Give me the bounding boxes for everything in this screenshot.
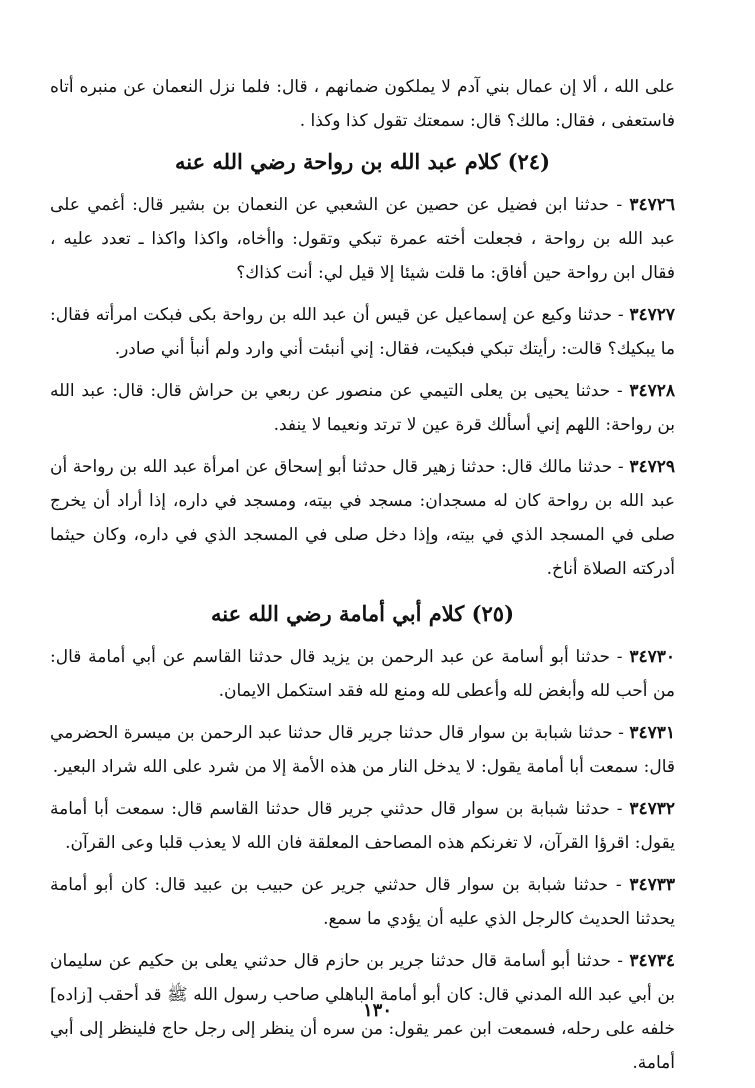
hadith-number: ٣٤٧٣٤ xyxy=(629,951,675,971)
hadith-text: - حدثنا أبو أسامة عن عبد الرحمن بن يزيد قال حدثنا القاسم عن أبي أمامة قال: من أحب لله وأبغض لله وأعطى لله ومنع لله فقد استكمل الايمان. xyxy=(50,647,675,701)
opening-paragraph: على الله ، ألا إن عمال بني آدم لا يملكون ضمانهم ، قال: فلما نزل النعمان عن منبره أتاه فاستعفى ، فقال: مالك؟ قال: سمعتك تقول كذا وكذا . xyxy=(50,77,675,131)
hadith-34726 xyxy=(50,188,675,290)
hadith-text: - حدثنا أبو أسامة قال حدثنا جرير بن حازم قال حدثني يعلى بن حكيم عن سليمان بن أبي عبد الله المدني قال: كان أبو أمامة الباهلي صاحب رسول الله ﷺ قد أحقب [زاده] خلفه على رحله، فسمعت ابن عمر يقول: من سره أن ينظر إلى رجل حاج فلينظر إلى أبي أمامة. xyxy=(50,951,675,1073)
hadith-text: - حدثنا ابن فضيل عن حصين عن الشعبي عن النعمان بن بشير قال: أغمي على عبد الله بن رواحة ، فجعلت أخته عمرة تبكي وتقول: واأخاه، واكذا واكذا ـ تعدد عليه ، فقال ابن رواحة حين أفاق: ما قلت شيئا إلا قيل لي: أنت كذاك؟ xyxy=(50,195,675,283)
hadith-text: - حدثنا شبابة بن سوار قال حدثني جرير قال حدثنا القاسم قال: سمعت أبا أمامة يقول: اقرؤا القرآن، لا تغرنكم هذه المصاحف المعلقة فان الله لا يعذب قلبا وعى القرآن. xyxy=(50,799,675,853)
hadith-number: ٣٤٧٣١ xyxy=(629,723,675,743)
hadith-34730 xyxy=(50,640,675,708)
hadith-text: - حدثنا وكيع عن إسماعيل عن قيس أن عبد الله بن رواحة بكى فبكت امرأته فقال: ما يبكيك؟ قالت: رأيتك تبكي فبكيت، فقال: إني أنبئت أني وارد ولم أنبأ أني صادر. xyxy=(50,305,675,359)
hadith-34733 xyxy=(50,868,675,936)
hadith-text: - حدثنا شبابة بن سوار قال حدثنا جرير قال حدثنا عبد الرحمن بن ميسرة الحضرمي قال: سمعت أبا أمامة يقول: لا يدخل النار من هذه الأمة إلا من شرد على الله شراد البعير. xyxy=(50,723,675,777)
hadith-number: ٣٤٧٢٧ xyxy=(629,305,676,325)
hadith-34728 xyxy=(50,374,675,442)
hadith-text: - حدثنا مالك قال: حدثنا زهير قال حدثنا أبو إسحاق عن امرأة عبد الله بن رواحة أن عبد الله بن رواحة كان له مسجدان: مسجد في بيته، ومسجد في داره، إذا أراد أن يخرج صلى في المسجد الذي في بيته، وإذا دخل صلى في المسجد الذي في داره، وكان حيثما أدركته الصلاة أناخ. xyxy=(50,457,675,579)
hadith-number: ٣٤٧٢٦ xyxy=(629,195,675,215)
hadith-number: ٣٤٧٣٣ xyxy=(629,875,675,895)
hadith-number: ٣٤٧٢٩ xyxy=(629,457,676,477)
section-heading-24: (٢٤) كلام عبد الله بن رواحة رضي الله عنه xyxy=(174,149,551,174)
page-body xyxy=(50,70,675,1088)
hadith-34731 xyxy=(50,716,675,784)
page-number: ١٣٠ xyxy=(362,1000,392,1021)
hadith-text: - حدثنا شبابة بن سوار قال حدثني جرير عن حبيب بن عبيد قال: كان أبو أمامة يحدثنا الحديث كالرجل الذي عليه أن يؤدي ما سمع. xyxy=(50,875,675,929)
hadith-34732 xyxy=(50,792,675,860)
hadith-text: - حدثنا يحيى بن يعلى التيمي عن منصور عن ربعي بن حراش قال: قال: عبد الله بن رواحة: اللهم إني أسألك قرة عين لا ترتد ونعيما لا ينفد. xyxy=(50,381,675,435)
hadith-number: ٣٤٧٣٠ xyxy=(629,647,676,667)
section-heading-25: (٢٥) كلام أبي أمامة رضي الله عنه xyxy=(210,601,515,626)
hadith-number: ٣٤٧٢٨ xyxy=(629,381,675,401)
hadith-34727 xyxy=(50,298,675,366)
hadith-34729 xyxy=(50,450,675,586)
hadith-number: ٣٤٧٣٢ xyxy=(629,799,675,819)
